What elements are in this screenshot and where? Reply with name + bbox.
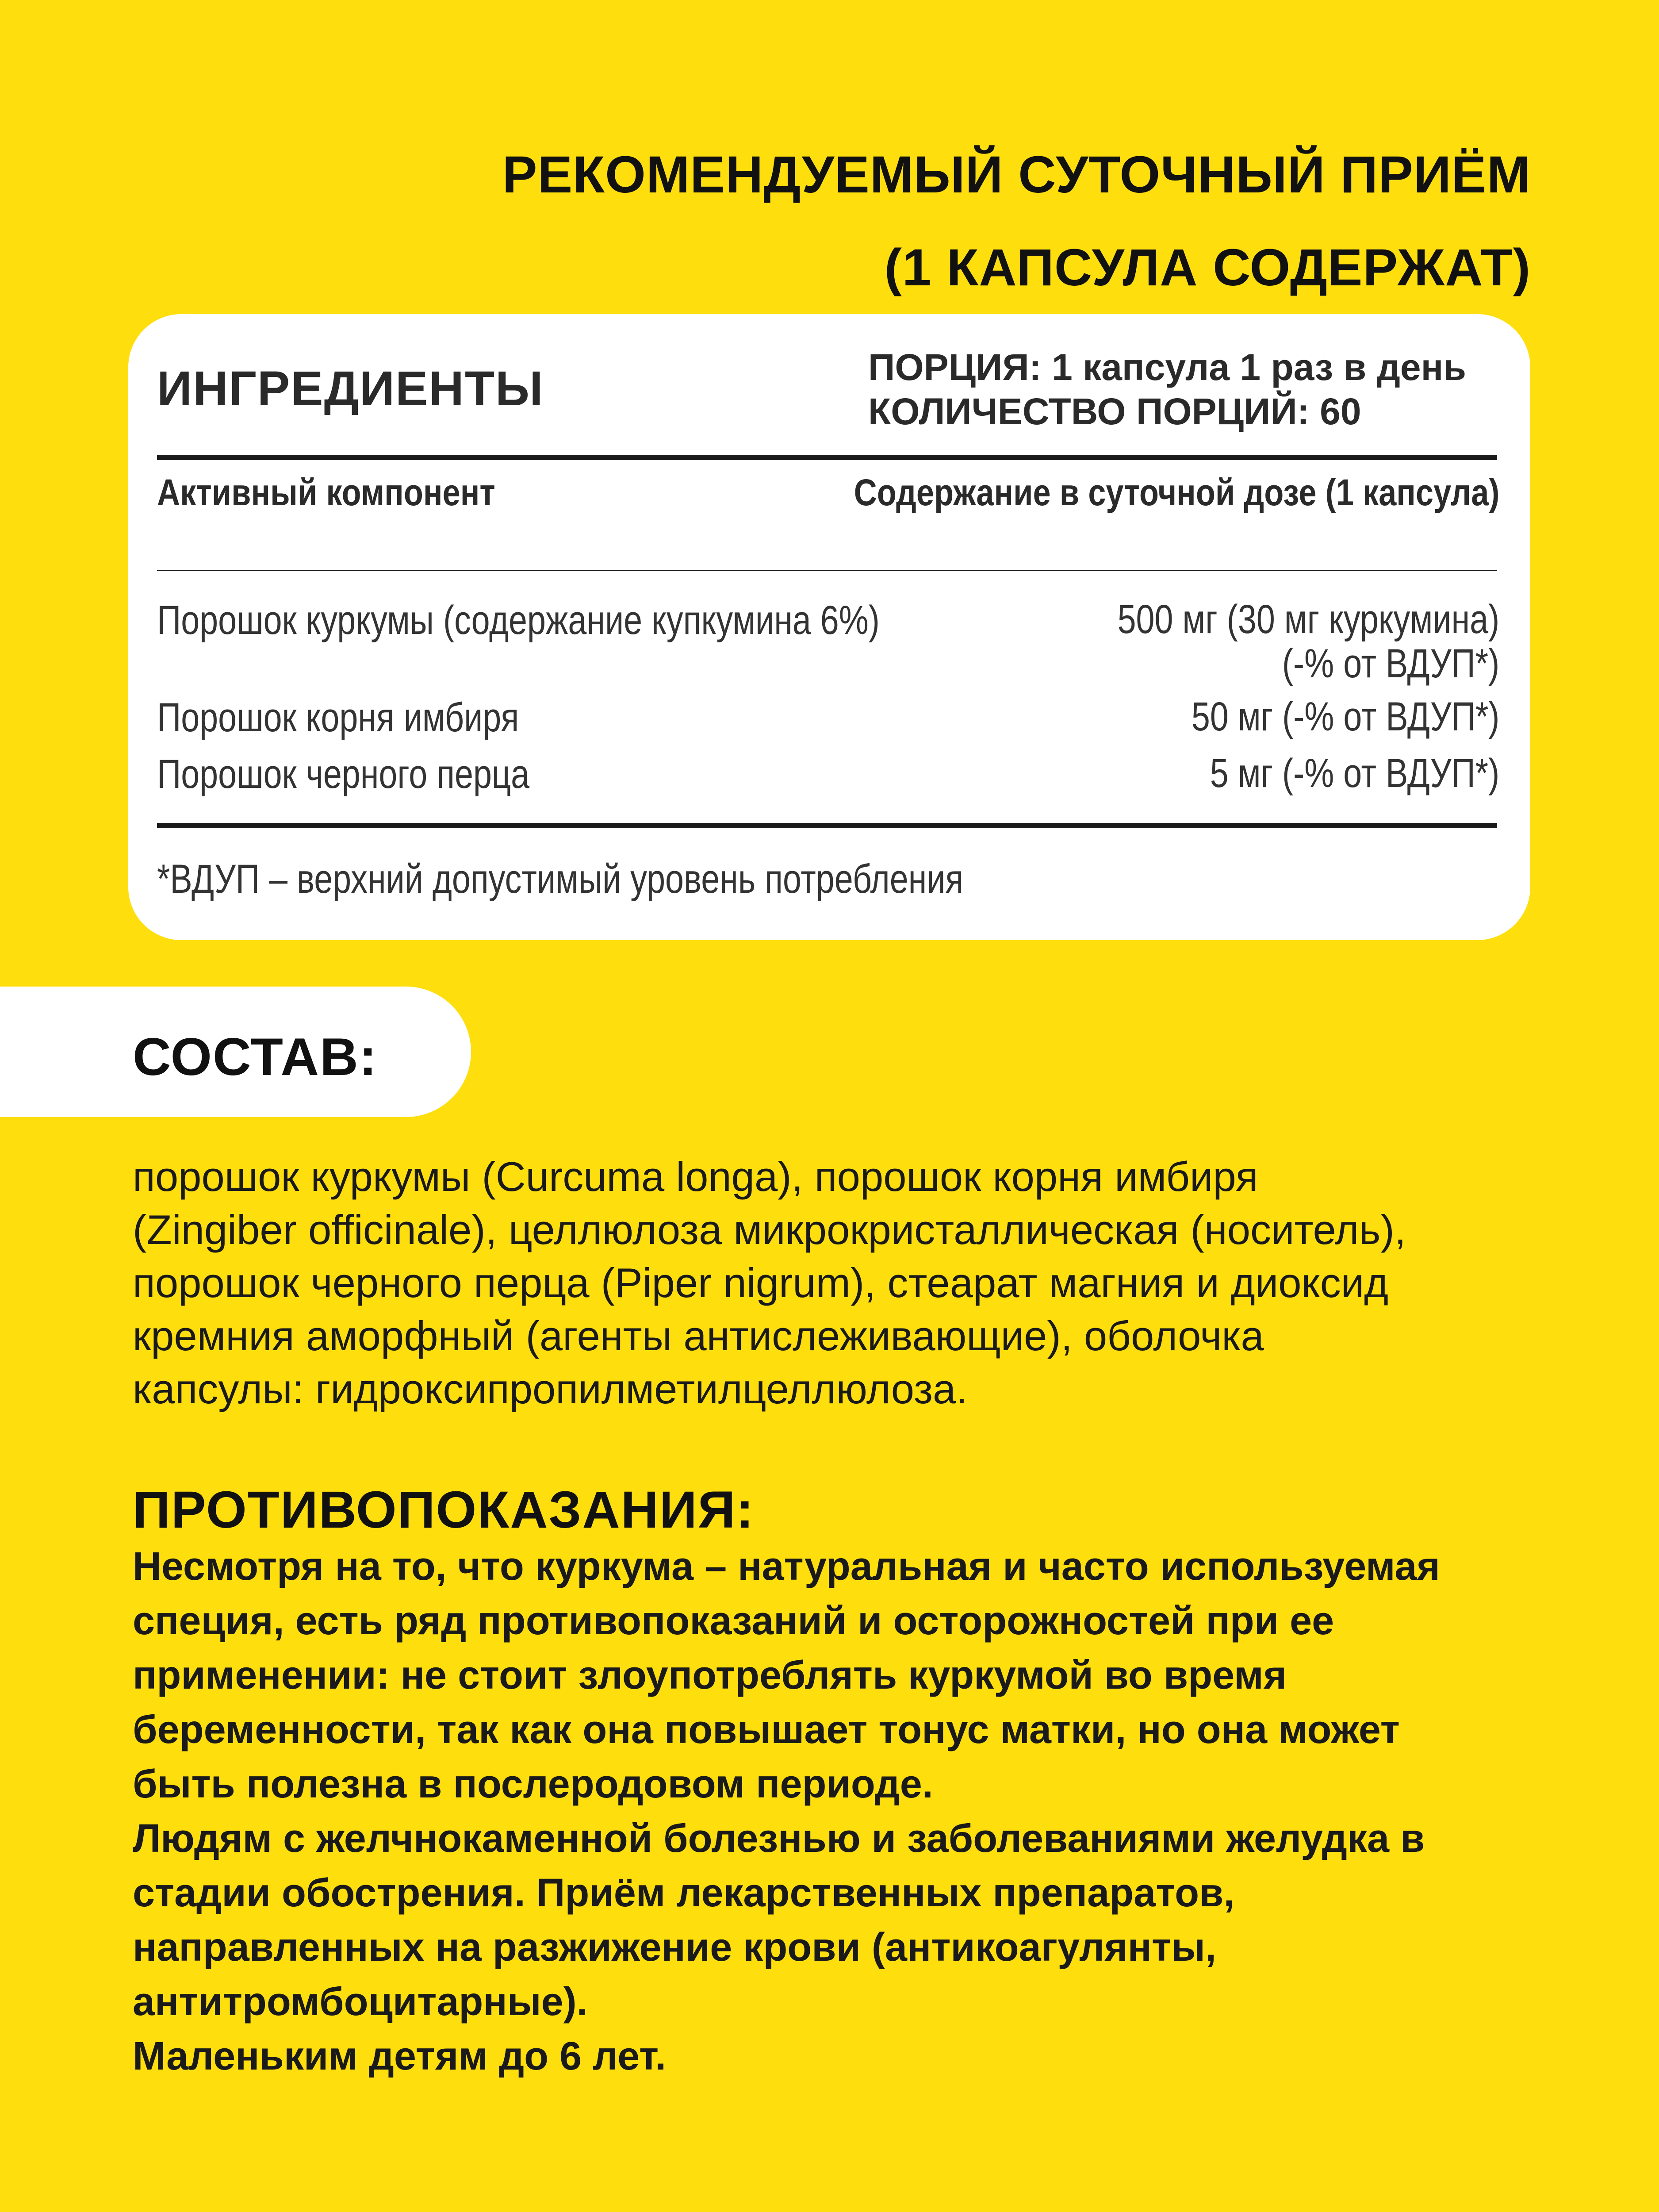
composition-heading: СОСТАВ: bbox=[133, 1027, 378, 1087]
contraindications-text bbox=[133, 1540, 1570, 2084]
page-title-line-1: РЕКОМЕНДУЕМЫЙ СУТОЧНЫЙ ПРИЁМ bbox=[502, 146, 1531, 204]
footnote: *ВДУП – верхний допустимый уровень потребления bbox=[157, 856, 964, 902]
ingredients-card bbox=[128, 314, 1530, 940]
ingredient-name: Порошок черного перца bbox=[157, 752, 530, 797]
contra-line: Маленьким детям до 6 лет. bbox=[133, 2034, 667, 2078]
table-top-rule bbox=[157, 455, 1497, 460]
contra-line: быть полезна в послеродовом периоде. bbox=[133, 1762, 933, 1806]
header-divider bbox=[157, 570, 1497, 571]
contra-line: направленных на разжижение крови (антикоагулянты, bbox=[133, 1925, 1216, 1970]
composition-tab bbox=[0, 987, 471, 1117]
ingredient-name: Порошок куркумы (содержание купкумина 6%) bbox=[157, 598, 880, 643]
composition-line: капсулы: гидроксипропилметилцеллюлоза. bbox=[133, 1366, 968, 1412]
column-header-amount: Содержание в суточной дозе (1 капсула) bbox=[854, 472, 1499, 513]
ingredient-amount: 5 мг (-% от ВДУП*) bbox=[1210, 751, 1499, 796]
ingredient-amount: 50 мг (-% от ВДУП*) bbox=[1191, 694, 1499, 739]
amount-percent: (-% от ВДУП*) bbox=[1282, 641, 1499, 686]
page-title-line-2: (1 КАПСУЛА СОДЕРЖАТ) bbox=[884, 238, 1531, 297]
ingredients-title: ИНГРЕДИЕНТЫ bbox=[157, 361, 544, 416]
contra-line: Несмотря на то, что куркума – натуральная и часто используемая bbox=[133, 1544, 1440, 1589]
composition-line: порошок куркумы (Curcuma longa), порошок корня имбиря bbox=[133, 1153, 1258, 1200]
composition-line: порошок черного перца (Piper nigrum), стеарат магния и диоксид bbox=[133, 1260, 1389, 1306]
portion-line: ПОРЦИЯ: 1 капсула 1 раз в день bbox=[868, 346, 1466, 388]
contra-line: беременности, так как она повышает тонус матки, но она может bbox=[133, 1708, 1400, 1752]
contraindications-heading: ПРОТИВОПОКАЗАНИЯ: bbox=[133, 1481, 755, 1539]
table-bottom-rule bbox=[157, 823, 1497, 828]
page-title bbox=[115, 128, 1531, 314]
ingredient-amount bbox=[1117, 597, 1499, 686]
portion-count-line: КОЛИЧЕСТВО ПОРЦИЙ: 60 bbox=[868, 391, 1361, 432]
contra-line: антитромбоцитарные). bbox=[133, 1980, 588, 2024]
ingredient-name: Порошок корня имбиря bbox=[157, 695, 519, 740]
contra-line: специя, есть ряд противопоказаний и осторожностей при ее bbox=[133, 1599, 1334, 1643]
portion-info bbox=[868, 345, 1466, 434]
amount-value: 500 мг (30 мг куркумина) bbox=[1117, 597, 1499, 642]
composition-text bbox=[133, 1150, 1548, 1416]
contra-line: стадии обострения. Приём лекарственных препаратов, bbox=[133, 1871, 1235, 1915]
composition-line: (Zingiber officinale), целлюлоза микрокристаллическая (носитель), bbox=[133, 1206, 1406, 1253]
contra-line: применении: не стоит злоупотреблять куркумой во время bbox=[133, 1653, 1287, 1697]
contra-line: Людям с желчнокаменной болезнью и заболеваниями желудка в bbox=[133, 1816, 1425, 1861]
column-header-component: Активный компонент bbox=[157, 472, 495, 513]
composition-line: кремния аморфный (агенты антислеживающие), оболочка bbox=[133, 1313, 1264, 1359]
